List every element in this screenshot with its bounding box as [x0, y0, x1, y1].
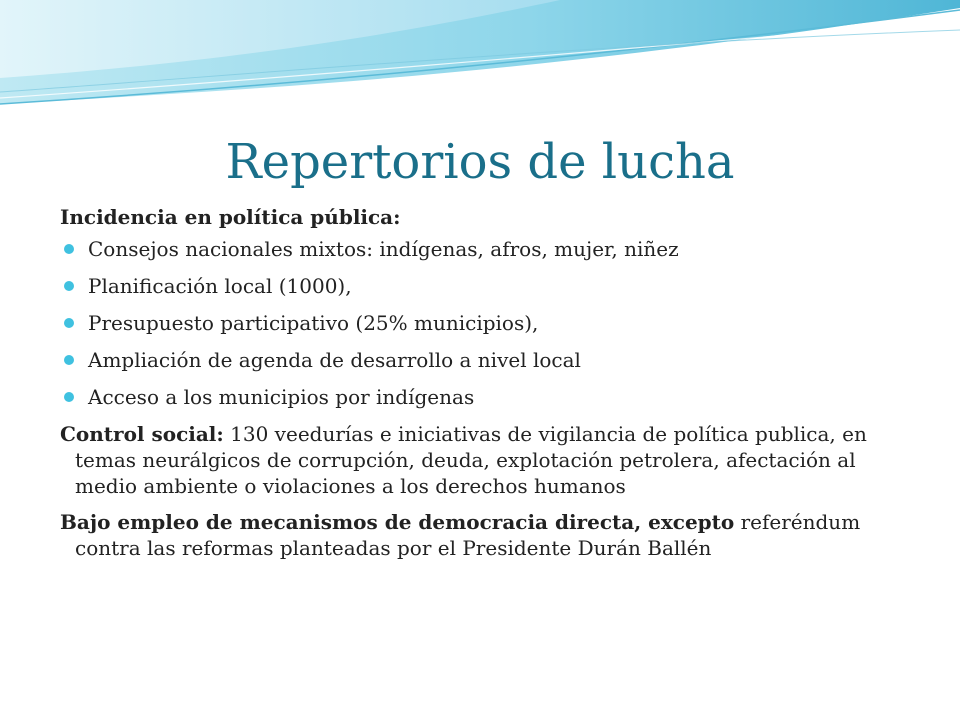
header-wave-decoration [0, 0, 960, 120]
bullet-item: Presupuesto participativo (25% municipios), [60, 310, 910, 336]
control-social-text: 130 veedurías e iniciativas de vigilancia de política publica, en temas neurálgicos de corrupción, deuda, explotación petrolera, afectación al medio ambiente o violaciones a los derechos humanos [75, 422, 867, 498]
control-social-paragraph [60, 421, 910, 499]
slide-body [60, 204, 910, 571]
bullet-dot-icon [64, 244, 74, 254]
slide-title: Repertorios de lucha [225, 134, 735, 190]
bullet-dot-icon [64, 281, 74, 291]
democracia-label: Bajo empleo de mecanismos de democracia directa, excepto [60, 510, 735, 534]
bullet-item: Acceso a los municipios por indígenas [60, 384, 910, 410]
bullet-item: Ampliación de agenda de desarrollo a nivel local [60, 347, 910, 373]
incidencia-bullet-list [60, 236, 910, 410]
democracia-text: referéndum contra las reformas planteadas por el Presidente Durán Ballén [75, 510, 861, 560]
bullet-dot-icon [64, 392, 74, 402]
bullet-item: Planificación local (1000), [60, 273, 910, 299]
bullet-dot-icon [64, 318, 74, 328]
bullet-item: Consejos nacionales mixtos: indígenas, afros, mujer, niñez [60, 236, 910, 262]
bullet-dot-icon [64, 355, 74, 365]
incidencia-heading: Incidencia en política pública: [60, 205, 401, 229]
control-social-label: Control social: [60, 422, 224, 446]
democracia-paragraph [60, 509, 910, 561]
